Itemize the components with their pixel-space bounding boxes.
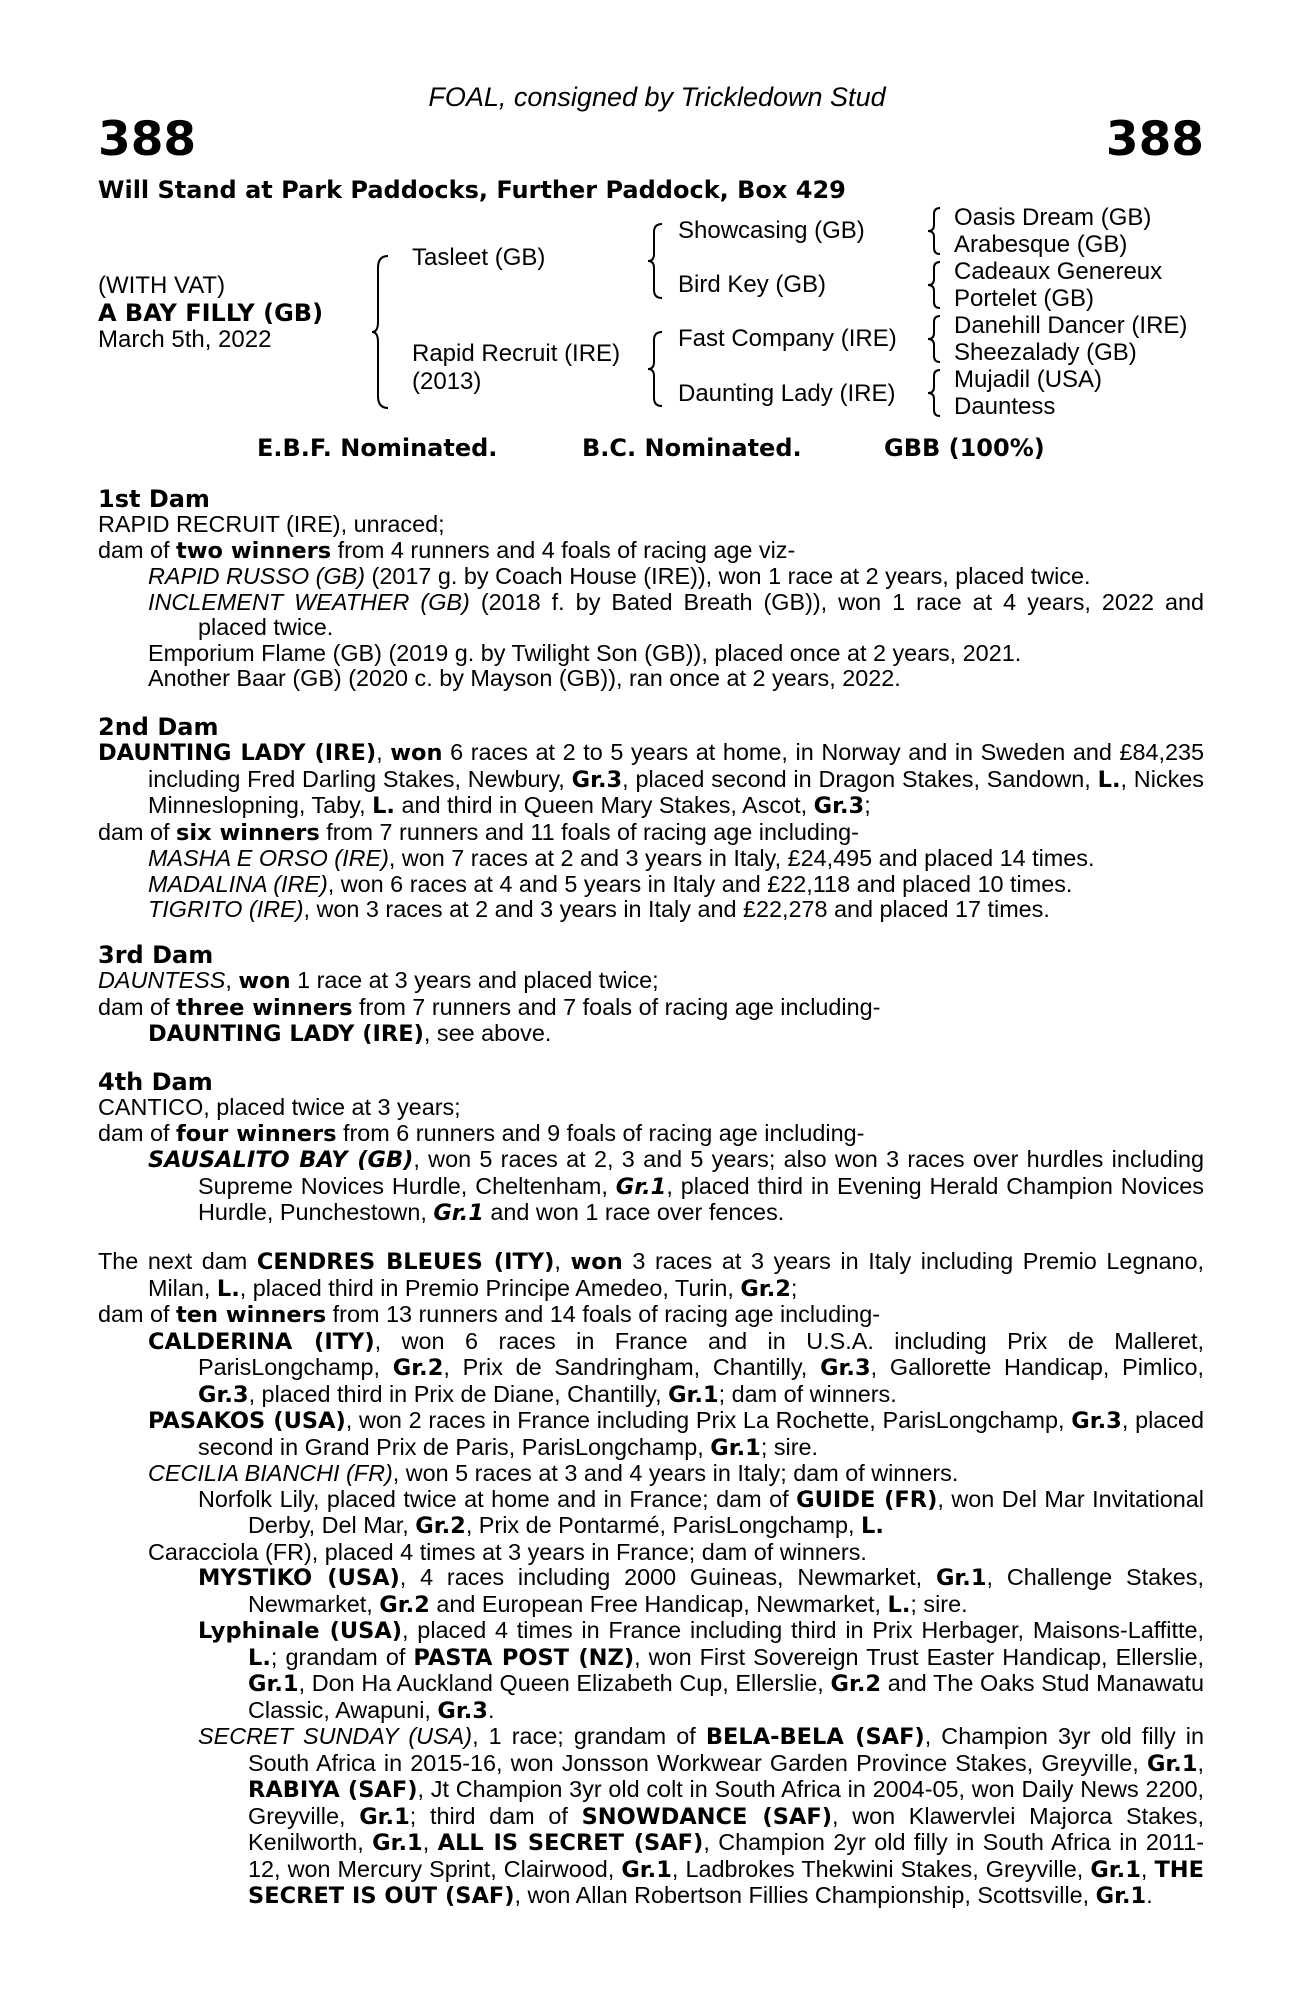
dam-sire: Fast Company (IRE)	[678, 325, 897, 352]
next-dam-offspring-2: PASAKOS (USA), won 2 races in France including Prix La Rochette, ParisLongchamp, Gr.3, placed second in Grand Prix de Paris, ParisLongchamp, Gr.1; sire.	[148, 1407, 1204, 1461]
next-dam-offspring-4: Caracciola (FR), placed 4 times at 3 years in France; dam of winners.	[148, 1538, 867, 1565]
lot-name-text: A BAY FILLY (GB)	[98, 299, 324, 327]
offspring-2: INCLEMENT WEATHER (GB) (2018 f. by Bated Breath (GB)), won 1 race at 4 years, 2022 and placed twice.	[148, 588, 1205, 640]
second-dam-offspring-1: MASHA E ORSO (IRE), won 7 races at 2 and 3 years in Italy, £24,495 and placed 14 times.	[148, 845, 1095, 871]
next-dam-grandchild-1: Norfolk Lily, placed twice at home and in France; dam of GUIDE (FR), won Del Mar Invitational Derby, Del Mar, Gr.2, Prix de Pontarmé, ParisLongchamp, L.	[198, 1485, 1204, 1539]
next-dam-grandchild-2: MYSTIKO (USA), 4 races including 2000 Guineas, Newmarket, Gr.1, Challenge Stakes, Newmarket, Gr.2 and European Free Handicap, Newmarket, L.; sire.	[198, 1564, 1204, 1618]
ss-dam: Arabesque (GB)	[954, 231, 1128, 258]
sire-dam: Bird Key (GB)	[678, 271, 827, 298]
sire-sire: Showcasing (GB)	[678, 217, 865, 244]
first-dam-name: RAPID RECRUIT (IRE), unraced;	[98, 511, 445, 537]
stand-location: Will Stand at Park Paddocks, Further Paddock, Box 429	[98, 176, 846, 204]
dam-line-brace	[648, 330, 666, 408]
sire-dam-brace	[372, 254, 392, 410]
first-dam-section	[98, 486, 1204, 692]
g3-brace-3	[928, 314, 944, 364]
next-dam-offspring-3: CECILIA BIANCHI (FR), won 5 races at 3 and 4 years in Italy; dam of winners.	[148, 1460, 959, 1486]
third-dam-section	[98, 942, 1204, 1048]
g3-brace-4	[928, 368, 944, 418]
sd-dam: Portelet (GB)	[954, 285, 1095, 312]
ds-sire: Danehill Dancer (IRE)	[954, 312, 1188, 339]
third-dam-heading: 3rd Dam	[98, 941, 214, 969]
fourth-dam-section	[98, 1069, 1204, 1227]
fourth-dam-offspring-1: SAUSALITO BAY (GB), won 5 races at 2, 3 and 5 years; also won 3 races over hurdles including Supreme Novices Hurdle, Cheltenham, Gr.1, placed third in Evening Herald Champion Novices Hurdle, Punchestown, Gr.1 and won 1 race over fences.	[148, 1146, 1205, 1226]
third-dam-offspring-1: DAUNTING LADY (IRE), see above.	[148, 1020, 552, 1047]
second-dam-section	[98, 714, 1204, 923]
vat-note: (WITH VAT)	[98, 272, 226, 299]
dd-dam: Dauntess	[954, 393, 1056, 420]
sire: Tasleet (GB)	[412, 244, 546, 271]
ds-dam: Sheezalady (GB)	[954, 339, 1137, 366]
fourth-dam-heading: 4th Dam	[98, 1068, 213, 1096]
first-dam-heading: 1st Dam	[98, 485, 210, 513]
offspring-4: Another Baar (GB) (2020 c. by Mayson (GB)), ran once at 2 years, 2022.	[148, 665, 901, 691]
lot-number-left: 388	[98, 112, 197, 167]
lot-name	[98, 299, 323, 328]
sire-line-brace	[648, 222, 666, 300]
bc-nomination: B.C. Nominated.	[582, 434, 802, 462]
dam-dam: Daunting Lady (IRE)	[678, 380, 896, 407]
next-dam-section	[98, 1249, 1204, 1910]
fourth-dam-produce-summary: dam of four winners from 6 runners and 9 foals of racing age including-	[98, 1119, 865, 1147]
next-dam-offspring-1: CALDERINA (ITY), won 6 races in France and in U.S.A. including Prix de Malleret, ParisLongchamp, Gr.2, Prix de Sandringham, Chantilly, Gr.3, Gallorette Handicap, Pimlico, Gr.3, placed third in Prix de Diane, Chantilly, Gr.1; dam of winners.	[148, 1327, 1205, 1408]
offspring-1: RAPID RUSSO (GB) (2017 g. by Coach House (IRE)), won 1 race at 2 years, placed twice.	[148, 563, 1091, 589]
sd-sire: Cadeaux Genereux	[954, 258, 1163, 285]
date-of-birth: March 5th, 2022	[98, 326, 272, 353]
ebf-nomination: E.B.F. Nominated.	[257, 434, 498, 462]
gbb-rating: GBB (100%)	[884, 434, 1045, 462]
next-dam-grandchild-3: Lyphinale (USA), placed 4 times in France including third in Prix Herbager, Maisons-Laffitte, L.; grandam of PASTA POST (NZ), won First Sovereign Trust Easter Handicap, Ellerslie, Gr.1, Don Ha Auckland Queen Elizabeth Cup, Ellerslie, Gr.2 and The Oaks Stud Manawatu Classic, Awapuni, Gr.3.	[198, 1617, 1205, 1724]
consignor-line: FOAL, consigned by Trickledown Stud	[428, 82, 886, 112]
second-dam-produce-summary: dam of six winners from 7 runners and 11 foals of racing age including-	[98, 818, 859, 846]
dam-year: (2013)	[412, 368, 482, 395]
offspring-3: Emporium Flame (GB) (2019 g. by Twilight Son (GB)), placed once at 2 years, 2021.	[148, 639, 1022, 666]
third-dam-record: DAUNTESS, won 1 race at 3 years and placed twice;	[98, 967, 659, 994]
third-dam-produce-summary: dam of three winners from 7 runners and 7 foals of racing age including-	[98, 993, 881, 1021]
g3-brace-2	[928, 260, 944, 310]
dd-sire: Mujadil (USA)	[954, 366, 1103, 393]
next-dam-grandchild-4: SECRET SUNDAY (USA), 1 race; grandam of BELA-BELA (SAF), Champion 3yr old filly in South Africa in 2015-16, won Jonsson Workwear Garden Province Stakes, Greyville, Gr.1, RABIYA (SAF), Jt Champion 3yr old colt in South Africa in 2004-05, won Daily News 2200, Greyville, Gr.1; third dam of SNOWDANCE (SAF), won Klawervlei Majorca Stakes, Kenilworth, Gr.1, ALL IS SECRET (SAF), Champion 2yr old filly in South Africa in 2011-12, won Mercury Sprint, Clairwood, Gr.1, Ladbrokes Thekwini Stakes, Greyville, Gr.1, THE SECRET IS OUT (SAF), won Allan Robertson Fillies Championship, Scottsville, Gr.1.	[198, 1723, 1205, 1909]
dam: Rapid Recruit (IRE)	[412, 340, 621, 367]
second-dam-offspring-3: TIGRITO (IRE), won 3 races at 2 and 3 years in Italy and £22,278 and placed 17 times.	[148, 896, 1050, 922]
lot-number-right: 388	[1105, 112, 1204, 167]
ss-sire: Oasis Dream (GB)	[954, 204, 1152, 231]
g3-brace-1	[928, 206, 944, 256]
second-dam-heading: 2nd Dam	[98, 713, 219, 741]
first-dam-produce-summary: dam of two winners from 4 runners and 4 foals of racing age viz-	[98, 536, 796, 564]
next-dam-record: The next dam CENDRES BLEUES (ITY), won 3 races at 3 years in Italy including Premio Legnano, Milan, L., placed third in Premio Principe Amedeo, Turin, Gr.2;	[98, 1248, 1204, 1302]
next-dam-produce-summary: dam of ten winners from 13 runners and 14 foals of racing age including-	[98, 1301, 881, 1328]
fourth-dam-record: CANTICO, placed twice at 3 years;	[98, 1094, 461, 1120]
second-dam-record: DAUNTING LADY (IRE), won 6 races at 2 to 5 years at home, in Norway and in Sweden and £84,235 including Fred Darling Stakes, Newbury, Gr.3, placed second in Dragon Stakes, Sandown, L., Nickes Minneslopning, Taby, L. and third in Queen Mary Stakes, Ascot, Gr.3;	[98, 739, 1204, 819]
second-dam-offspring-2: MADALINA (IRE), won 6 races at 4 and 5 years in Italy and £22,118 and placed 10 times.	[148, 870, 1073, 897]
